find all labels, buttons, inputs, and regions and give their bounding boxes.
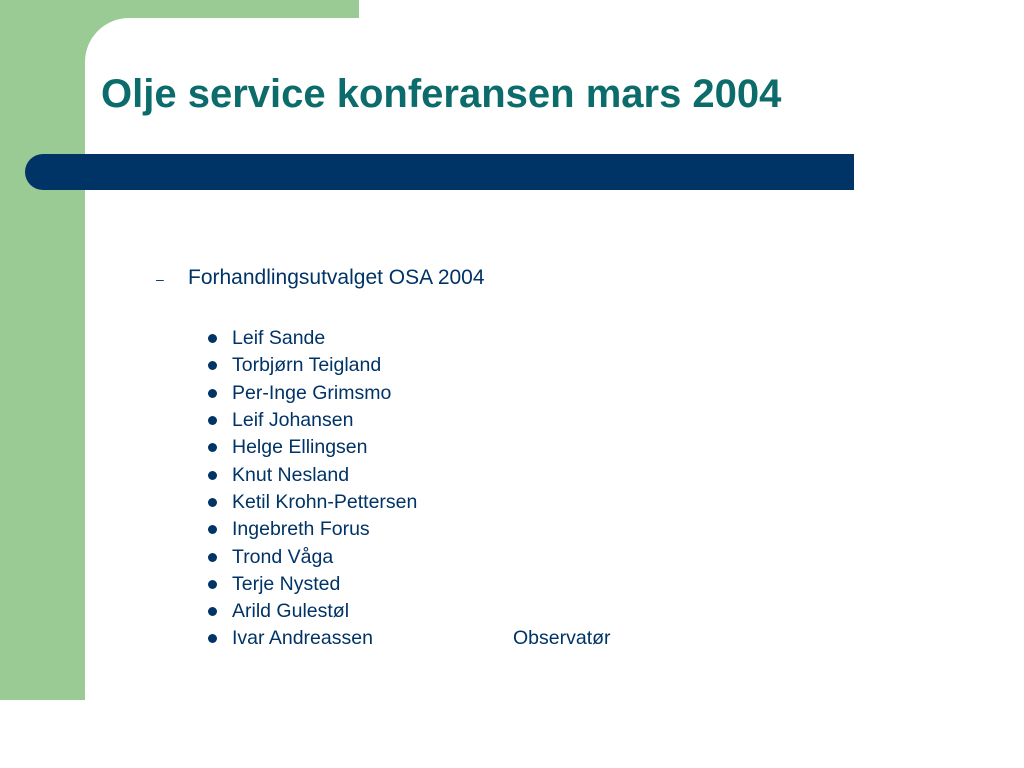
list-item: [208, 380, 417, 407]
member-name: Leif Sande: [232, 327, 326, 350]
member-name: Per-Inge Grimsmo: [232, 381, 392, 404]
member-name: Helge Ellingsen: [232, 436, 368, 459]
list-item: [208, 516, 417, 543]
bullet-dot-icon: [208, 498, 217, 507]
bullet-dot-icon: [208, 334, 217, 343]
list-item: [208, 598, 417, 625]
list-item: [208, 325, 417, 352]
dash-bullet: –: [156, 271, 164, 287]
member-list: [208, 325, 611, 653]
bullet-dot-icon: [208, 416, 217, 425]
list-item: [208, 434, 417, 461]
section-heading: Forhandlingsutvalget OSA 2004: [188, 266, 485, 289]
slide-title: Olje service konferansen mars 2004: [101, 72, 782, 116]
member-name: Knut Nesland: [232, 463, 350, 486]
bullet-dot-icon: [208, 361, 217, 370]
list-item: [208, 407, 417, 434]
bullet-dot-icon: [208, 553, 217, 562]
title-underline-bar: [25, 154, 854, 190]
list-item: [208, 625, 611, 652]
member-name: Terje Nysted: [232, 572, 341, 595]
member-name: Trond Våga: [232, 545, 334, 568]
section-heading-row: [156, 266, 485, 290]
member-name: Arild Gulestøl: [232, 600, 350, 623]
member-name: Ingebreth Forus: [232, 518, 370, 541]
member-name: Leif Johansen: [232, 409, 354, 432]
bullet-dot-icon: [208, 607, 217, 616]
member-role: Observatør: [513, 627, 611, 650]
bullet-dot-icon: [208, 471, 217, 480]
list-item: [208, 461, 417, 488]
list-item: [208, 571, 417, 598]
bullet-dot-icon: [208, 580, 217, 589]
bullet-dot-icon: [208, 525, 217, 534]
bullet-dot-icon: [208, 443, 217, 452]
member-name: Ivar Andreassen: [232, 627, 373, 650]
bullet-dot-icon: [208, 634, 217, 643]
list-item: [208, 543, 417, 570]
list-item: [208, 352, 417, 379]
member-name: Torbjørn Teigland: [232, 354, 382, 377]
list-item: [208, 489, 417, 516]
member-name: Ketil Krohn-Pettersen: [232, 490, 418, 513]
bullet-dot-icon: [208, 389, 217, 398]
